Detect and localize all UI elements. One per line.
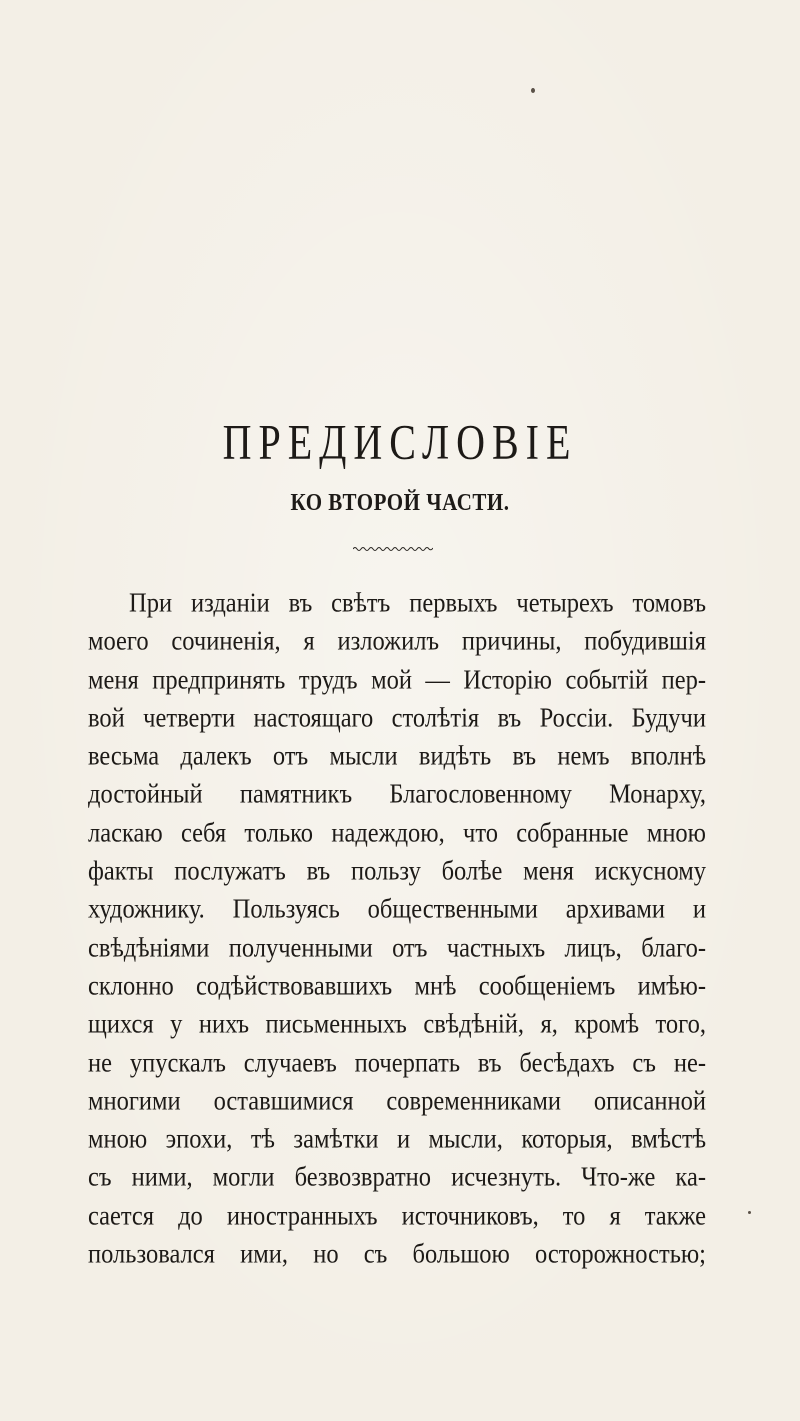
text-line: съ ними, могли безвозвратно исчезнуть. Что-же ка- xyxy=(88,1163,706,1193)
text-line: ласкаю себя только надеждою, что собранные мною xyxy=(88,818,706,849)
text-line: щихся у нихъ письменныхъ свѣдѣній, я, кромѣ того, xyxy=(88,1009,706,1040)
page-subtitle: КО ВТОРОЙ ЧАСТИ. xyxy=(290,488,510,516)
decorative-divider xyxy=(353,543,433,555)
text-line: При изданіи въ свѣтъ первыхъ четырехъ томовъ xyxy=(129,588,706,619)
text-line: сается до иностранныхъ источниковъ, то я также xyxy=(88,1201,706,1232)
text-line: пользовался ими, но съ большою осторожностью; xyxy=(88,1239,706,1270)
preface-text xyxy=(88,585,706,1274)
text-line: свѣдѣніями полученными отъ частныхъ лицъ, благо- xyxy=(88,933,706,963)
ink-speck xyxy=(748,1211,751,1214)
text-line: моего сочиненія, я изложилъ причины, побудившія xyxy=(88,626,706,657)
page-title: ПРЕДИСЛОВІЕ xyxy=(222,413,578,470)
text-line: художнику. Пользуясь общественными архивами и xyxy=(88,894,706,925)
text-line: весьма далекъ отъ мысли видѣть въ немъ вполнѣ xyxy=(88,741,706,772)
text-line: мною эпохи, тѣ замѣтки и мысли, которыя, вмѣстѣ xyxy=(88,1124,706,1155)
text-line: меня предпринять трудъ мой — Исторію событій пер- xyxy=(88,665,706,695)
text-line: склонно содѣйствовавшихъ мнѣ сообщеніемъ имѣю- xyxy=(88,971,706,1002)
text-line: вой четверти настоящаго столѣтія въ Россіи. Будучи xyxy=(88,703,706,734)
text-line: не упускалъ случаевъ почерпать въ бесѣдахъ съ не- xyxy=(88,1048,706,1078)
text-line: многими оставшимися современниками описанной xyxy=(88,1086,706,1117)
text-line: факты послужатъ въ пользу болѣе меня искусному xyxy=(88,856,706,887)
ink-speck xyxy=(531,88,535,93)
text-line: достойный памятникъ Благословенному Монарху, xyxy=(88,780,706,810)
